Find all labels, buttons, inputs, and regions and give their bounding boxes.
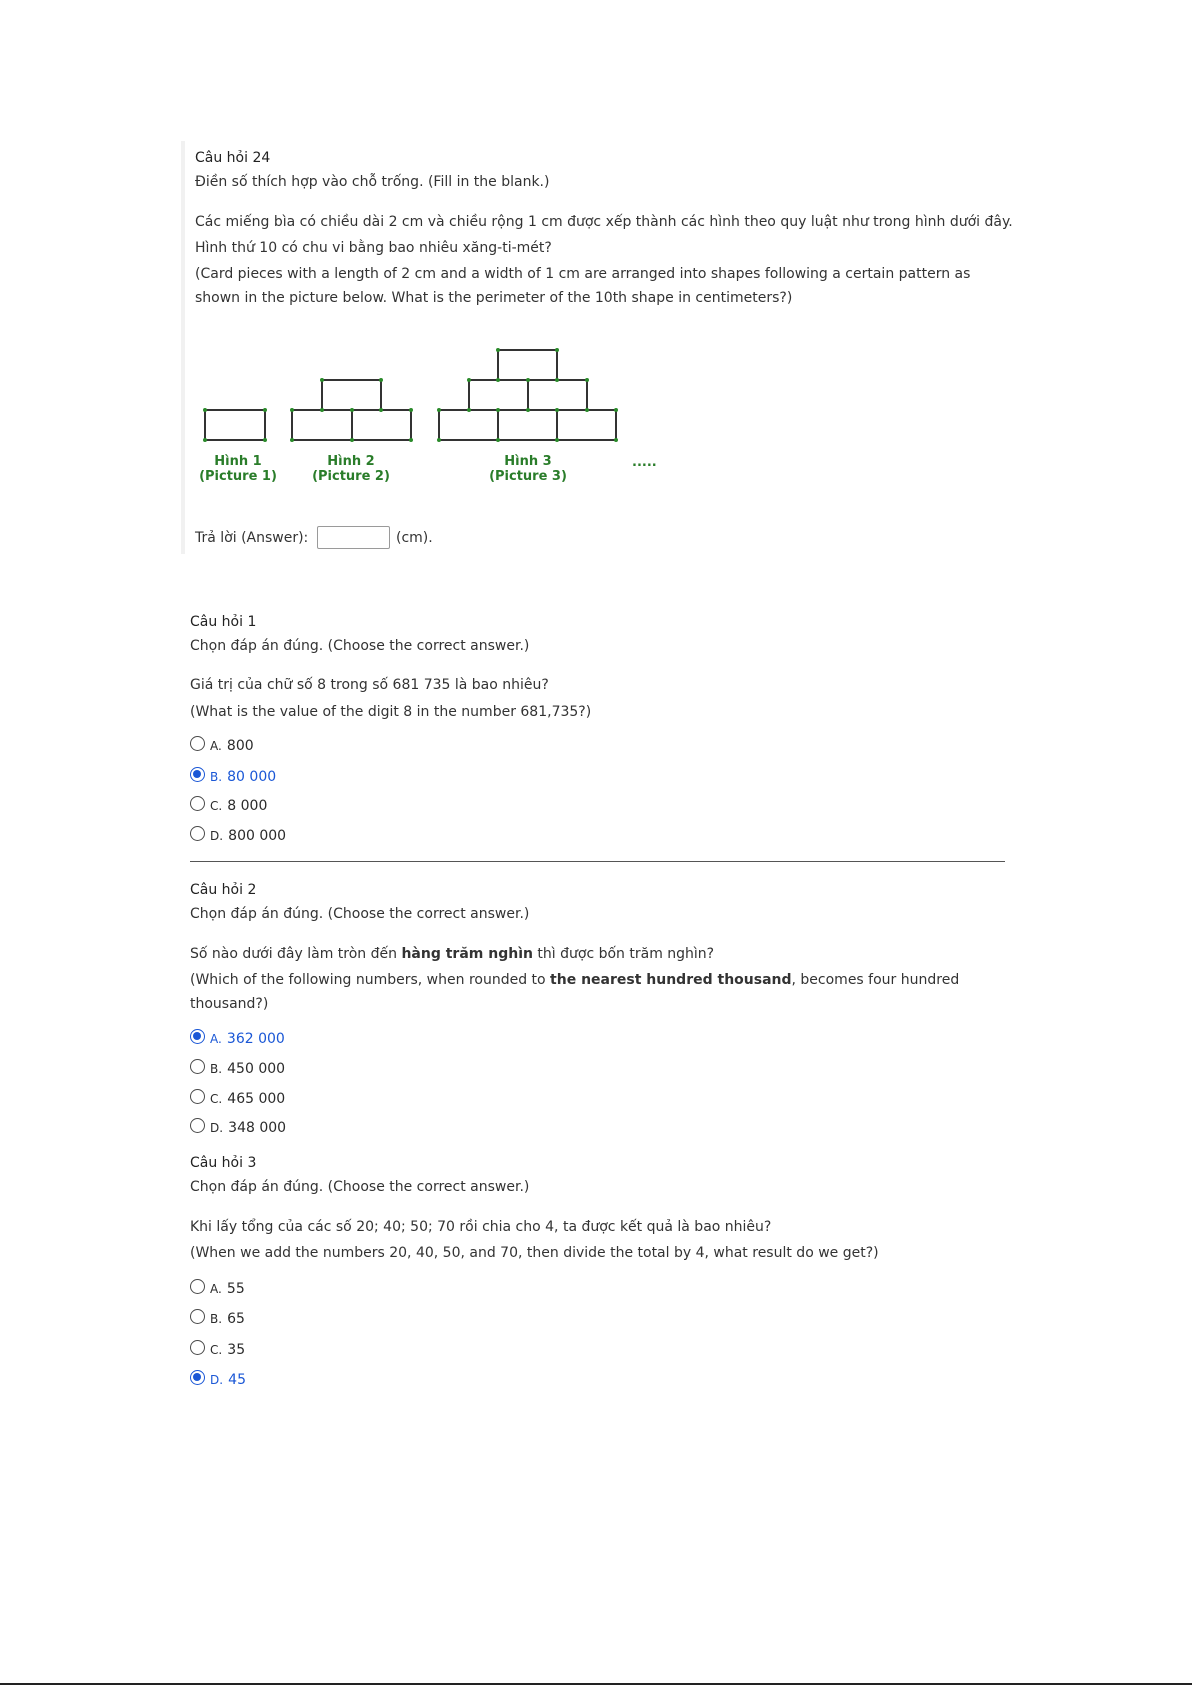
- option-value: 800: [226, 738, 254, 754]
- picture-2-shape: [290, 378, 413, 442]
- option-letter: B.: [210, 770, 223, 784]
- picture-1-caption: [195, 454, 281, 484]
- option-value: 800 000: [228, 828, 287, 844]
- question-1-option-c[interactable]: [210, 795, 267, 814]
- question-3-title: Câu hỏi 3: [190, 1155, 257, 1171]
- question-3-instruction: Chọn đáp án đúng. (Choose the correct answer.): [190, 1179, 530, 1195]
- option-letter: C.: [210, 1343, 223, 1357]
- question-3-option-c-radio[interactable]: [190, 1340, 205, 1355]
- option-letter: D.: [210, 829, 224, 843]
- question-1-option-a-radio[interactable]: [190, 736, 205, 751]
- option-letter: A.: [210, 739, 222, 753]
- picture-3-shape: [437, 348, 618, 442]
- picture-3-label-vi: Hình 3: [504, 454, 552, 469]
- question-2-text-en: [190, 972, 959, 988]
- question-2-text-en-2: thousand?): [190, 996, 269, 1012]
- question-2-option-b[interactable]: [210, 1058, 285, 1077]
- picture-2-label-vi: Hình 2: [327, 454, 375, 469]
- option-letter: D.: [210, 1373, 224, 1387]
- option-value: 8 000: [227, 798, 268, 814]
- question-1-option-b[interactable]: [210, 766, 276, 785]
- option-letter: C.: [210, 799, 223, 813]
- text-vi-end: thì được bốn trăm nghìn?: [532, 946, 715, 962]
- card-pattern-figure: [195, 340, 665, 460]
- question-3-option-a-radio[interactable]: [190, 1279, 205, 1294]
- question-divider: [190, 861, 1005, 862]
- question-24-text-vi-2: Hình thứ 10 có chu vi bằng bao nhiêu xăng-ti-mét?: [195, 240, 552, 256]
- question-1-option-d[interactable]: [210, 825, 286, 844]
- question-24-instruction: Điền số thích hợp vào chỗ trống. (Fill in the blank.): [195, 174, 550, 190]
- picture-1-shape: [203, 408, 267, 442]
- option-value: 450 000: [227, 1061, 286, 1077]
- option-value: 80 000: [227, 769, 277, 785]
- option-value: 465 000: [227, 1091, 286, 1107]
- question-1-option-a[interactable]: [210, 735, 254, 754]
- question-24-left-bar: [181, 141, 185, 554]
- question-2-option-a-radio[interactable]: [190, 1029, 205, 1044]
- option-value: 45: [228, 1372, 246, 1388]
- text-en-bold: the nearest hundred thousand: [550, 972, 792, 988]
- question-3-option-d[interactable]: [210, 1369, 246, 1388]
- question-2-text-vi: [190, 946, 714, 962]
- question-3-option-b-radio[interactable]: [190, 1309, 205, 1324]
- option-letter: B.: [210, 1062, 223, 1076]
- picture-3-caption: [483, 454, 573, 484]
- option-letter: B.: [210, 1312, 223, 1326]
- picture-1-label-en: (Picture 1): [199, 469, 277, 484]
- picture-3-label-en: (Picture 3): [489, 469, 567, 484]
- question-24-text-vi-1: Các miếng bìa có chiều dài 2 cm và chiều rộng 1 cm được xếp thành các hình theo quy luật như trong hình dưới đây.: [195, 214, 1013, 230]
- question-3-text-vi: Khi lấy tổng của các số 20; 40; 50; 70 rồi chia cho 4, ta được kết quả là bao nhiêu?: [190, 1219, 772, 1235]
- text-en-start: (Which of the following numbers, when rounded to: [190, 972, 551, 988]
- option-value: 65: [227, 1311, 245, 1327]
- picture-1-label-vi: Hình 1: [214, 454, 262, 469]
- question-24-text-en-2: shown in the picture below. What is the perimeter of the 10th shape in centimeters?): [195, 290, 793, 306]
- option-value: 362 000: [226, 1031, 285, 1047]
- question-2-option-c[interactable]: [210, 1088, 285, 1107]
- option-value: 348 000: [228, 1120, 287, 1136]
- picture-2-label-en: (Picture 2): [312, 469, 390, 484]
- question-2-title: Câu hỏi 2: [190, 882, 257, 898]
- question-1-title: Câu hỏi 1: [190, 614, 257, 630]
- question-1-option-d-radio[interactable]: [190, 826, 205, 841]
- answer-label: Trả lời (Answer):: [195, 530, 309, 546]
- question-2-option-c-radio[interactable]: [190, 1089, 205, 1104]
- text-vi-start: Số nào dưới đây làm tròn đến: [190, 946, 402, 962]
- text-vi-bold: hàng trăm nghìn: [401, 946, 533, 962]
- option-letter: C.: [210, 1092, 223, 1106]
- question-3-option-c[interactable]: [210, 1339, 245, 1358]
- option-letter: A.: [210, 1032, 222, 1046]
- question-3-text-en: (When we add the numbers 20, 40, 50, and 70, then divide the total by 4, what result do we get?): [190, 1245, 879, 1261]
- question-1-option-b-radio[interactable]: [190, 767, 205, 782]
- option-letter: A.: [210, 1282, 222, 1296]
- question-3-option-b[interactable]: [210, 1308, 245, 1327]
- option-value: 35: [227, 1342, 246, 1358]
- question-1-text-en: (What is the value of the digit 8 in the number 681,735?): [190, 704, 592, 720]
- question-2-instruction: Chọn đáp án đúng. (Choose the correct answer.): [190, 906, 530, 922]
- question-24-text-en-1: (Card pieces with a length of 2 cm and a width of 1 cm are arranged into shapes following a certain pattern as: [195, 266, 971, 282]
- question-3-option-d-radio[interactable]: [190, 1370, 205, 1385]
- answer-unit: (cm).: [396, 530, 433, 546]
- question-2-option-a[interactable]: [210, 1028, 285, 1047]
- option-value: 55: [226, 1281, 245, 1297]
- figure-ellipsis: .....: [632, 455, 657, 470]
- question-2-option-d[interactable]: [210, 1117, 286, 1136]
- question-1-option-c-radio[interactable]: [190, 796, 205, 811]
- option-letter: D.: [210, 1121, 224, 1135]
- text-en-end: , becomes four hundred: [791, 972, 960, 988]
- picture-2-caption: [306, 454, 396, 484]
- answer-input[interactable]: [317, 526, 390, 549]
- question-2-option-d-radio[interactable]: [190, 1118, 205, 1133]
- question-1-text-vi: Giá trị của chữ số 8 trong số 681 735 là bao nhiêu?: [190, 677, 549, 693]
- question-24-title: Câu hỏi 24: [195, 150, 271, 166]
- question-1-instruction: Chọn đáp án đúng. (Choose the correct answer.): [190, 638, 530, 654]
- question-2-option-b-radio[interactable]: [190, 1059, 205, 1074]
- question-3-option-a[interactable]: [210, 1278, 245, 1297]
